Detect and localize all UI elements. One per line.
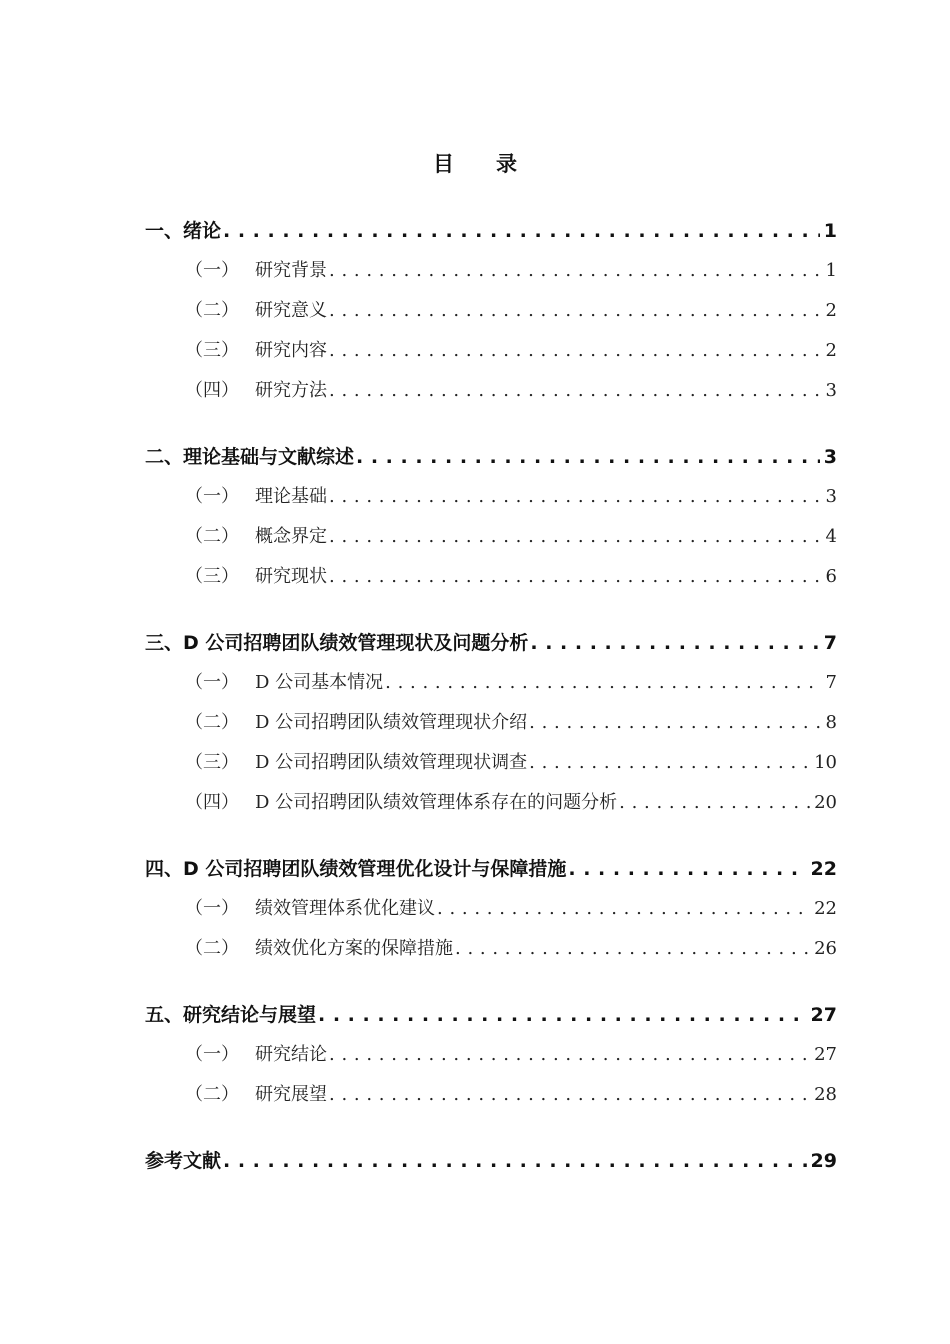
toc-dot-leader <box>383 663 821 703</box>
toc-dot-leader <box>527 743 810 783</box>
toc-dot-leader <box>453 929 810 969</box>
toc-entry-label: 研究方法 <box>255 380 327 401</box>
toc-page-number: 3 <box>825 380 837 401</box>
toc-section-entry[interactable] <box>145 929 837 969</box>
toc-dot-leader <box>327 557 822 597</box>
toc-entry-label: D 公司招聘团队绩效管理体系存在的问题分析 <box>255 792 618 813</box>
toc-chapter-entry[interactable] <box>145 1141 837 1181</box>
toc-dot-leader <box>566 849 806 889</box>
toc-entry-number: （三） <box>185 566 239 587</box>
page-title-char: 录 <box>496 152 517 176</box>
toc-entry-number: （二） <box>185 712 239 733</box>
toc-section-entry[interactable] <box>145 663 837 703</box>
toc-entry-number: （四） <box>185 792 239 813</box>
toc-page-number: 27 <box>814 1044 837 1065</box>
toc-dot-leader <box>354 437 820 477</box>
toc-chapter-entry[interactable] <box>145 995 837 1035</box>
toc-section-entry[interactable] <box>145 743 837 783</box>
toc-section-entry[interactable] <box>145 251 837 291</box>
toc-dot-leader <box>327 1075 810 1115</box>
toc-page-number: 7 <box>825 672 837 693</box>
toc-section-entry[interactable] <box>145 1035 837 1075</box>
page-title <box>0 148 950 178</box>
toc-dot-leader <box>527 703 821 743</box>
toc-page-number: 4 <box>825 526 837 547</box>
toc-chapter-entry[interactable] <box>145 437 837 477</box>
toc-dot-leader <box>221 1141 807 1181</box>
toc-section-entry[interactable] <box>145 557 837 597</box>
toc-dot-leader <box>316 995 807 1035</box>
toc-page-number: 1 <box>823 220 837 242</box>
toc-dot-leader <box>221 211 820 251</box>
toc-entry-number: （一） <box>185 898 239 919</box>
toc-page-number: 1 <box>825 260 837 281</box>
toc-page-number: 27 <box>810 1004 837 1026</box>
toc-entry-number: （二） <box>185 1084 239 1105</box>
toc-page-number: 6 <box>825 566 837 587</box>
toc-entry-label: 概念界定 <box>255 526 327 547</box>
toc-entry-label: 一、绪论 <box>145 220 222 242</box>
toc-dot-leader <box>617 783 810 823</box>
toc-entry-label: 研究背景 <box>255 260 327 281</box>
toc-page-number: 2 <box>825 340 837 361</box>
toc-dot-leader <box>327 1035 810 1075</box>
toc-entry-number: （二） <box>185 526 239 547</box>
toc-section-entry[interactable] <box>145 331 837 371</box>
toc-entry-label: 理论基础 <box>255 486 327 507</box>
toc-entry-label: 二、理论基础与文献综述 <box>145 446 355 468</box>
toc-page-number: 3 <box>823 446 837 468</box>
toc-entry-number: （一） <box>185 1044 239 1065</box>
toc-entry-number: （一） <box>185 260 239 281</box>
toc-dot-leader <box>327 291 822 331</box>
toc-page-number: 20 <box>814 792 837 813</box>
toc-chapter-entry[interactable] <box>145 849 837 889</box>
toc-dot-leader <box>327 517 822 557</box>
toc-page-number: 26 <box>814 938 837 959</box>
toc-section-entry[interactable] <box>145 703 837 743</box>
toc-entry-label: 研究结论 <box>255 1044 327 1065</box>
toc-section-entry[interactable] <box>145 291 837 331</box>
toc-section-entry[interactable] <box>145 477 837 517</box>
toc-page-number: 8 <box>825 712 837 733</box>
toc-entry-label: D 公司招聘团队绩效管理现状介绍 <box>255 712 528 733</box>
toc-entry-number: （三） <box>185 752 239 773</box>
toc-chapter-entry[interactable] <box>145 211 837 251</box>
toc-entry-label: 四、D 公司招聘团队绩效管理优化设计与保障措施 <box>145 858 567 880</box>
toc-section-entry[interactable] <box>145 1075 837 1115</box>
toc-entry-label: D 公司招聘团队绩效管理现状调查 <box>255 752 528 773</box>
toc-entry-label: D 公司基本情况 <box>255 672 384 693</box>
toc-page-number: 2 <box>825 300 837 321</box>
toc-entry-number: （四） <box>185 380 239 401</box>
toc-section-entry[interactable] <box>145 889 837 929</box>
toc-entry-number: （一） <box>185 672 239 693</box>
toc-entry-label: 研究内容 <box>255 340 327 361</box>
toc-entry-number: （二） <box>185 300 239 321</box>
toc-dot-leader <box>327 477 822 517</box>
toc-entry-label: 研究现状 <box>255 566 327 587</box>
toc-page-number: 22 <box>814 898 837 919</box>
toc-page-number: 29 <box>810 1150 837 1172</box>
toc-entry-label: 研究意义 <box>255 300 327 321</box>
toc-dot-leader <box>327 371 822 411</box>
toc-entry-label: 绩效管理体系优化建议 <box>255 898 435 919</box>
toc-page-number: 7 <box>823 632 837 654</box>
toc-dot-leader <box>528 623 819 663</box>
toc-entry-number: （一） <box>185 486 239 507</box>
toc-section-entry[interactable] <box>145 517 837 557</box>
toc-dot-leader <box>435 889 810 929</box>
toc-entry-label: 参考文献 <box>145 1150 222 1172</box>
toc-entry-number: （二） <box>185 938 239 959</box>
toc-entry-label: 绩效优化方案的保障措施 <box>255 938 453 959</box>
toc-page-number: 3 <box>825 486 837 507</box>
toc-page-number: 28 <box>814 1084 837 1105</box>
toc-section-entry[interactable] <box>145 783 837 823</box>
toc-entry-label: 五、研究结论与展望 <box>145 1004 317 1026</box>
toc-entry-number: （三） <box>185 340 239 361</box>
toc-chapter-entry[interactable] <box>145 623 837 663</box>
toc-entry-label: 三、D 公司招聘团队绩效管理现状及问题分析 <box>145 632 529 654</box>
toc-entry-label: 研究展望 <box>255 1084 327 1105</box>
toc-page-number: 22 <box>810 858 837 880</box>
toc-section-entry[interactable] <box>145 371 837 411</box>
page-title-char: 目 <box>433 152 454 176</box>
toc-dot-leader <box>327 331 822 371</box>
toc-dot-leader <box>327 251 822 291</box>
table-of-contents <box>145 211 837 1181</box>
toc-page-number: 10 <box>814 752 837 773</box>
